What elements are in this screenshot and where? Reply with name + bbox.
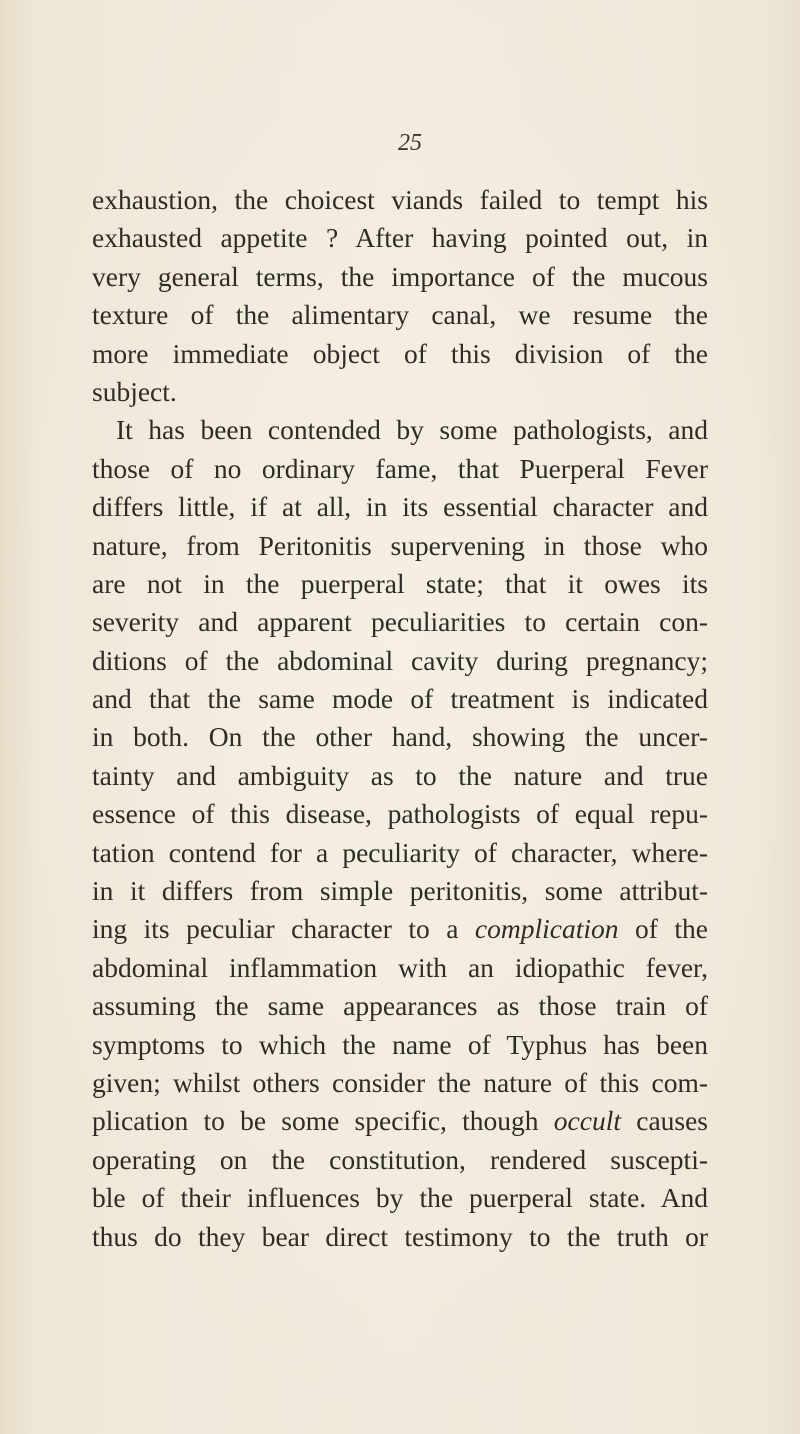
text-line: operating on the constitution, rendered suscepti- bbox=[92, 1143, 708, 1175]
text-line-with-italic bbox=[92, 910, 708, 948]
text-line: thus do they bear direct testimony to the truth or bbox=[92, 1220, 708, 1252]
italic-word-occult: occult bbox=[553, 1105, 621, 1137]
text-line: and that the same mode of treatment is indicated bbox=[92, 683, 708, 715]
text-line: are not in the puerperal state; that it owes its bbox=[92, 567, 708, 599]
text-line: in it differs from simple peritonitis, some attribut- bbox=[92, 875, 708, 907]
text-line: tainty and ambiguity as to the nature and true bbox=[92, 759, 708, 791]
text-line: exhausted appetite ? After having pointed out, in bbox=[92, 222, 708, 254]
line-text-before: plication to be some specific, though bbox=[92, 1105, 554, 1137]
text-line: exhaustion, the choicest viands failed to tempt his bbox=[92, 184, 708, 215]
text-line: ble of their influences by the puerperal state. And bbox=[92, 1182, 708, 1214]
text-line: symptoms to which the name of Typhus has been bbox=[92, 1028, 708, 1060]
text-line: differs little, if at all, in its essential character and bbox=[92, 491, 708, 523]
text-line: essence of this disease, pathologists of equal repu- bbox=[92, 798, 708, 830]
line-text-after: of the bbox=[618, 913, 708, 945]
text-line-with-italic bbox=[92, 1102, 708, 1140]
text-line: ditions of the abdominal cavity during pregnancy; bbox=[92, 644, 708, 676]
text-line: tation contend for a peculiarity of character, where- bbox=[92, 836, 708, 868]
page-number: 25 bbox=[398, 130, 422, 156]
text-line: texture of the alimentary canal, we resume the bbox=[92, 299, 708, 331]
text-line: severity and apparent peculiarities to certain con- bbox=[92, 606, 708, 638]
text-line: assuming the same appearances as those train of bbox=[92, 990, 708, 1022]
text-line: more immediate object of this division of the bbox=[92, 337, 708, 369]
text-line: those of no ordinary fame, that Puerperal Fever bbox=[92, 452, 708, 484]
text-line: nature, from Peritonitis supervening in those who bbox=[92, 529, 708, 561]
paragraph-start-line: It has been contended by some pathologists, and bbox=[116, 414, 708, 446]
body-text bbox=[92, 181, 708, 1256]
text-line: given; whilst others consider the nature of this com- bbox=[92, 1066, 708, 1098]
text-line: subject. bbox=[92, 375, 177, 407]
text-line: in both. On the other hand, showing the uncer- bbox=[92, 721, 708, 753]
line-text-before: ing its peculiar character to a bbox=[92, 913, 475, 945]
line-text-after: causes bbox=[621, 1105, 709, 1137]
italic-word-complication: complication bbox=[474, 913, 619, 945]
text-line: abdominal inflammation with an idiopathic fever, bbox=[92, 951, 708, 983]
text-line: very general terms, the importance of the mucous bbox=[92, 260, 708, 292]
